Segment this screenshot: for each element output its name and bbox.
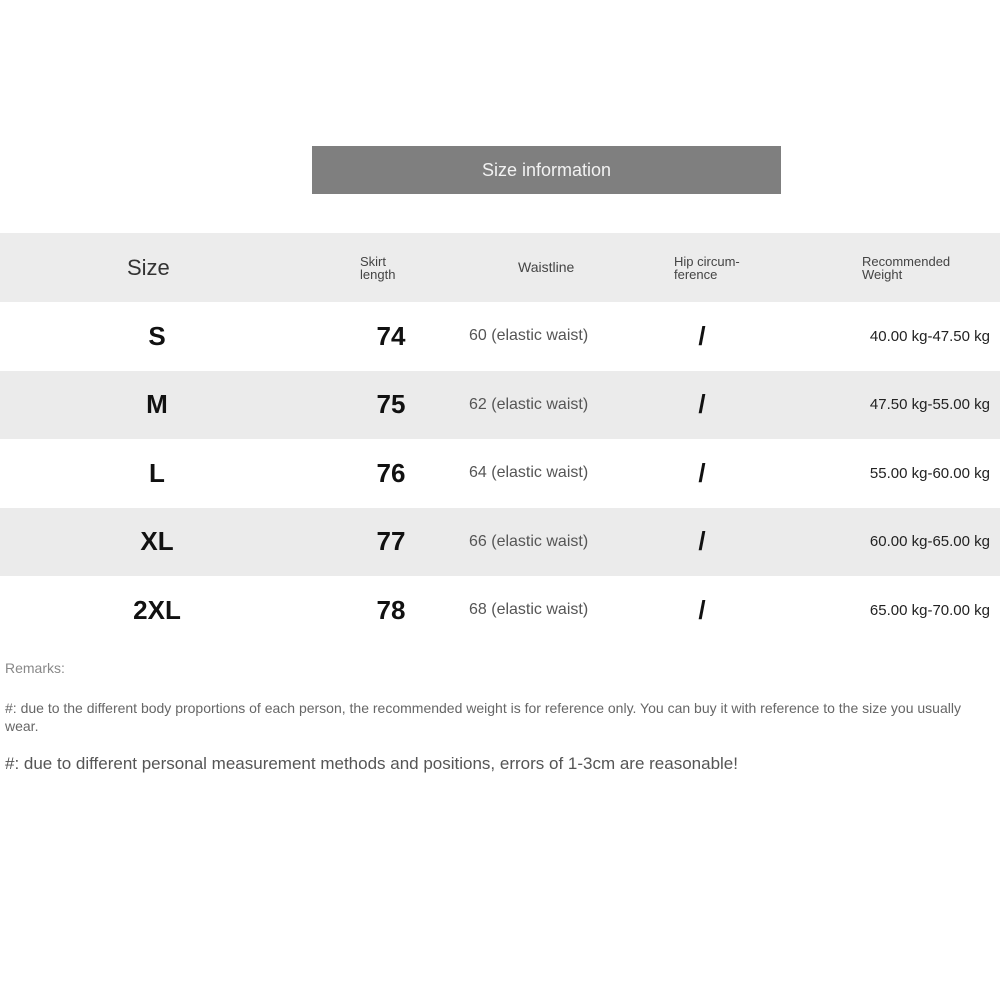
skirt-length-cell: 78 [376, 594, 406, 625]
remarks-heading: Remarks: [5, 660, 65, 676]
table-row [0, 371, 1000, 440]
header-hip-line1: Hip circum- [674, 253, 740, 269]
banner-title: Size information [481, 159, 612, 180]
header-skirt-line1: Skirt [360, 253, 386, 269]
waistline-cell: 62 (elastic waist) [469, 395, 589, 413]
skirt-length-cell: 77 [376, 526, 406, 557]
waistline-cell: 64 (elastic waist) [469, 464, 589, 482]
header-weight [862, 233, 950, 302]
weight-cell: 55.00 kg-60.00 kg [869, 464, 990, 482]
size-cell: 2XL [133, 594, 181, 625]
header-weight-line2: Weight [862, 266, 903, 282]
waistline-cell: 66 (elastic waist) [469, 532, 589, 550]
size-cell: S [148, 320, 166, 351]
weight-cell: 40.00 kg-47.50 kg [869, 327, 990, 345]
hip-cell: / [698, 389, 706, 420]
hip-cell: / [698, 526, 706, 557]
size-table [0, 233, 1000, 645]
header-hip-line2: ference [674, 266, 718, 282]
waistline-cell: 68 (elastic waist) [469, 601, 589, 619]
header-hip [674, 233, 740, 302]
size-cell: L [149, 457, 165, 488]
header-skirt-line2: length [360, 266, 396, 282]
header-waistline: Waistline [518, 259, 575, 275]
table-row [0, 439, 1000, 508]
weight-cell: 47.50 kg-55.00 kg [869, 396, 990, 414]
weight-cell: 65.00 kg-70.00 kg [869, 601, 990, 619]
table-row [0, 508, 1000, 577]
table-header-row [0, 233, 1000, 302]
weight-cell: 60.00 kg-65.00 kg [869, 533, 990, 551]
skirt-length-cell: 75 [376, 389, 406, 420]
header-skirt-length [360, 233, 395, 302]
table-row [0, 576, 1000, 645]
size-info-banner [312, 146, 781, 194]
waistline-cell: 60 (elastic waist) [469, 327, 589, 345]
hip-cell: / [698, 457, 706, 488]
hip-cell: / [698, 320, 706, 351]
header-size: Size [127, 254, 170, 280]
remark-note-measurement: #: due to different personal measurement methods and positions, errors of 1-3cm are reasonable! [5, 754, 738, 773]
hip-cell: / [698, 594, 706, 625]
skirt-length-cell: 76 [376, 457, 406, 488]
table-row [0, 302, 1000, 371]
size-cell: M [146, 389, 168, 420]
remark-note-weight: #: due to the different body proportions of each person, the recommended weight is for reference only. You can buy it with reference to the size you usually wear. [5, 700, 961, 734]
skirt-length-cell: 74 [376, 320, 406, 351]
header-weight-line1: Recommended [862, 253, 951, 269]
size-cell: XL [140, 526, 174, 557]
